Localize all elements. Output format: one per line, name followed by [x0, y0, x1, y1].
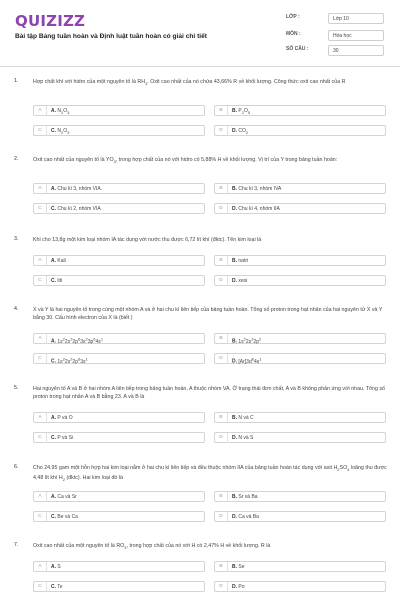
answer-option-c[interactable] [33, 432, 205, 443]
option-text [232, 413, 254, 423]
question-number: 6. [14, 464, 19, 470]
option-text [51, 354, 88, 367]
option-value: S [56, 564, 61, 570]
question-text: Cho 24,95 gam một hỗn hợp hai kim loại nằm ở hai chu kì liên tiếp và đều thuộc nhóm IIA của bảng tuần hoàn tác dụng với axit $H_2SO_4$ loãng thu được 4,48 lít khí $H_2$ (đktc). Hai kim loại đó là [33, 465, 387, 483]
option-value: Be và Ca [56, 514, 78, 520]
option-value: $1s^22s^22p^63s^1$ [56, 356, 88, 365]
option-label: B. [232, 186, 237, 192]
option-letter-box: D [215, 354, 228, 364]
option-value: Chu kì 4, nhóm IIA [237, 206, 280, 212]
option-label: D. [232, 206, 237, 212]
option-label: C. [51, 206, 56, 212]
option-label: A. [51, 338, 56, 345]
answer-option-c[interactable] [33, 511, 205, 522]
option-label: B. [232, 564, 237, 570]
option-label: A. [51, 258, 56, 264]
option-text [232, 582, 245, 592]
meta-class [286, 13, 386, 24]
answer-option-d[interactable] [214, 353, 386, 364]
option-letter-box: A [34, 492, 47, 502]
option-value: Ca và Sr [56, 494, 77, 500]
option-label: A. [51, 108, 56, 114]
option-text [51, 512, 78, 522]
answer-option-c[interactable] [33, 275, 205, 286]
option-letter-box: B [215, 334, 228, 344]
answer-option-d[interactable] [214, 125, 386, 136]
question-number: 7. [14, 542, 19, 548]
option-label: C. [51, 435, 56, 441]
option-letter-box: C [34, 354, 47, 364]
answer-option-a[interactable] [33, 561, 205, 572]
option-letter-box: C [34, 126, 47, 136]
option-value: Te [56, 584, 63, 590]
option-text [51, 184, 102, 194]
option-letter-box: D [215, 433, 228, 443]
option-letter-box: C [34, 512, 47, 522]
meta-value: Lớp 10 [328, 13, 384, 24]
option-label: D. [232, 435, 237, 441]
option-label: B. [232, 258, 237, 264]
question-text: Oxit cao nhất của một nguyên tố là $RO_3$, trong hợp chất của nó với H có 2,47% H về khối lượng. R là [33, 543, 271, 551]
option-letter-box: D [215, 126, 228, 136]
answer-option-d[interactable] [214, 275, 386, 286]
answer-option-b[interactable] [214, 412, 386, 423]
answer-option-b[interactable] [214, 491, 386, 502]
option-text [232, 354, 261, 367]
option-value: $1s^22s^22p^2$ [237, 336, 262, 345]
answer-option-a[interactable] [33, 491, 205, 502]
option-text [232, 204, 280, 214]
option-label: C. [51, 128, 56, 134]
answer-option-b[interactable] [214, 105, 386, 116]
option-text [232, 492, 258, 502]
option-text [51, 126, 69, 138]
question-number: 1. [14, 78, 19, 84]
option-value: $N_2O_3$ [56, 108, 70, 115]
worksheet-header [0, 0, 400, 66]
answer-option-d[interactable] [214, 511, 386, 522]
option-value: N và S [237, 435, 254, 441]
option-letter-box: A [34, 413, 47, 423]
option-label: D. [232, 128, 237, 134]
meta-value: 30 [328, 45, 384, 56]
meta-label: SỐ CÂU : [286, 46, 309, 52]
option-label: A. [51, 415, 56, 421]
option-label: B. [232, 415, 237, 421]
option-text [51, 433, 73, 443]
option-letter-box: A [34, 256, 47, 266]
question-number: 2. [14, 156, 19, 162]
question-text: Hợp chất khí với hidro của một nguyên tố là $RH_3$. Oxit cao nhất của nó chứa 43,66% R về khối lượng. Công thức oxit cao nhất của R [33, 79, 346, 87]
option-label: A. [51, 186, 56, 192]
header-divider [0, 66, 400, 67]
answer-option-a[interactable] [33, 105, 205, 116]
option-value: Po [237, 584, 245, 590]
option-value: $CO_2$ [237, 128, 249, 135]
option-letter-box: D [215, 276, 228, 286]
option-letter-box: D [215, 204, 228, 214]
question-text: Khi cho 13,8g một kim loại nhóm IA tác dụng với nước thu được 6,72 lít khí (đktc). Tên kim loại là [33, 237, 262, 243]
option-letter-box: D [215, 582, 228, 592]
option-text [232, 106, 250, 118]
answer-option-a[interactable] [33, 412, 205, 423]
answer-option-c[interactable] [33, 581, 205, 592]
option-letter-box: D [215, 512, 228, 522]
meta-label: MÔN : [286, 31, 301, 37]
option-value: Se [237, 564, 245, 570]
answer-option-a[interactable] [33, 255, 205, 266]
option-letter-box: A [34, 334, 47, 344]
option-label: B. [232, 108, 237, 114]
question-text: X và Y là hai nguyên tố trong cùng một nhóm A và ở hai chu kì liên tiếp của bảng tuần hoàn. Tổng số proton trong hạt nhân của hai nguyên tử X và Y bằng 30. Cấu hình electron của X là (biết ) [33, 307, 383, 322]
answer-option-c[interactable] [33, 353, 205, 364]
question-text: Hai nguyên tố A và B ở hai nhóm A liên tiếp trong bảng tuần hoàn, A thuộc nhóm VA. Ở trạng thái đơn chất, A và B không phản ứng với nhau. Tổng số proton trong hạt nhân A và B bằng 23. A và B là [33, 386, 385, 401]
option-text [51, 413, 73, 423]
option-label: A. [51, 494, 56, 500]
option-label: C. [51, 584, 56, 590]
option-letter-box: B [215, 413, 228, 423]
option-text [51, 276, 62, 286]
meta-subject [286, 30, 386, 41]
option-value: Chu kì 3, nhóm VIA. [56, 186, 103, 192]
meta-label: LỚP : [286, 14, 300, 20]
option-letter-box: B [215, 184, 228, 194]
answer-option-d[interactable] [214, 432, 386, 443]
option-label: A. [51, 564, 56, 570]
option-value: xesi [237, 278, 248, 284]
answer-option-d[interactable] [214, 581, 386, 592]
answer-option-c[interactable] [33, 203, 205, 214]
option-value: $N_2O_3$ [56, 128, 70, 135]
option-label: B. [232, 494, 237, 500]
option-text [232, 334, 261, 347]
question-number: 4. [14, 306, 19, 312]
answer-option-b[interactable] [214, 183, 386, 194]
meta-value: Hóa học [328, 30, 384, 41]
option-letter-box: A [34, 562, 47, 572]
answer-option-a[interactable] [33, 183, 205, 194]
option-label: C. [51, 514, 56, 520]
option-value: natri [237, 258, 249, 264]
option-value: N và C [237, 415, 254, 421]
option-value: Chu kì 3, nhóm IVA [237, 186, 282, 192]
option-letter-box: B [215, 562, 228, 572]
option-text [51, 106, 69, 118]
option-text [232, 433, 253, 443]
option-letter-box: A [34, 106, 47, 116]
option-value: Sr và Ba [237, 494, 258, 500]
option-label: D. [232, 584, 237, 590]
question-number: 5. [14, 385, 19, 391]
option-letter-box: A [34, 184, 47, 194]
option-letter-box: C [34, 204, 47, 214]
answer-option-b[interactable] [214, 255, 386, 266]
option-label: B. [232, 338, 237, 345]
option-letter-box: C [34, 582, 47, 592]
answer-option-b[interactable] [214, 333, 386, 344]
option-text [232, 276, 247, 286]
question-text: Oxit cao nhất của nguyên tố là $YO_3$, trong hợp chất của nó với hidro có 5,88% H về khối lượng. Vị trí của Y trong bảng tuần hoàn: [33, 157, 338, 165]
option-value: Ca và Ba [237, 514, 259, 520]
option-text [51, 256, 66, 266]
option-label: C. [51, 358, 56, 365]
option-label: D. [232, 278, 237, 284]
option-text [51, 562, 61, 572]
option-letter-box: B [215, 256, 228, 266]
option-label: D. [232, 514, 237, 520]
option-value: P và Si [56, 435, 74, 441]
option-text [51, 334, 103, 347]
option-value: $1s^22s^22p^63s^23p^64s^1$ [56, 336, 104, 345]
option-label: C. [51, 278, 56, 284]
option-value: Chu kì 2, nhóm VIA [56, 206, 101, 212]
answer-option-a[interactable] [33, 333, 205, 344]
answer-option-b[interactable] [214, 561, 386, 572]
option-letter-box: B [215, 106, 228, 116]
option-value: $P_2O_5$ [237, 108, 251, 115]
option-text [51, 492, 77, 502]
answer-option-c[interactable] [33, 125, 205, 136]
option-text [51, 582, 63, 592]
option-text [51, 204, 101, 214]
option-value: P và O [56, 415, 73, 421]
option-value: liti [56, 278, 63, 284]
option-value: $[Ar]3d^64s^1$ [237, 356, 262, 365]
option-text [232, 184, 281, 194]
page-title: Bài tập Bảng tuần hoàn và Định luật tuần hoàn có giải chi tiết [15, 33, 207, 40]
meta-question-count [286, 45, 386, 56]
answer-option-d[interactable] [214, 203, 386, 214]
option-text [232, 126, 248, 138]
option-letter-box: C [34, 433, 47, 443]
option-text [232, 512, 259, 522]
option-text [232, 256, 248, 266]
option-letter-box: C [34, 276, 47, 286]
question-number: 3. [14, 236, 19, 242]
option-text [232, 562, 245, 572]
quizizz-logo: QUIZIZZ [15, 12, 86, 30]
option-value: Kali [56, 258, 66, 264]
option-label: D. [232, 358, 237, 365]
option-letter-box: B [215, 492, 228, 502]
